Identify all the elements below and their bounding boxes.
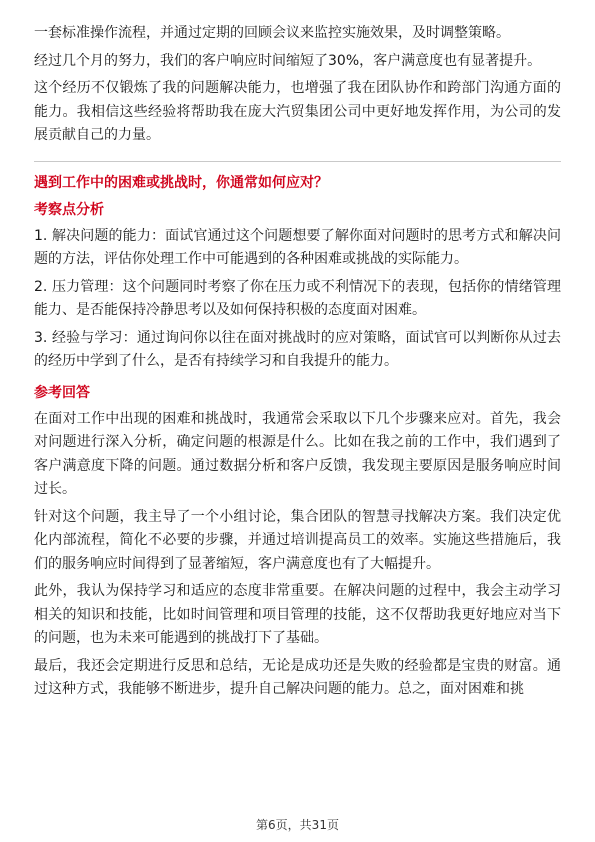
analysis-item-3: 3. 经验与学习：通过询问你以往在面对挑战时的应对策略，面试官可以判断你从过去的经历中学到了什么，是否有持续学习和自我提升的能力。	[34, 329, 561, 369]
analysis-heading: 考察点分析	[34, 201, 104, 218]
answer-heading: 参考回答	[34, 384, 90, 401]
intro-paragraph-3: 这个经历不仅锻炼了我的问题解决能力，也增强了我在团队协作和跨部门沟通方面的能力。我相信这些经验将帮助我在庞大汽贸集团公司中更好地发挥作用，为公司的发展贡献自己的力量。	[34, 80, 561, 143]
section-divider	[34, 161, 561, 162]
intro-paragraph-2: 经过几个月的努力，我们的客户响应时间缩短了30%，客户满意度也有显著提升。	[34, 52, 542, 69]
document-page	[34, 22, 561, 706]
question-title: 遇到工作中的困难或挑战时，你通常如何应对？	[34, 174, 328, 191]
answer-paragraph-4: 最后，我还会定期进行反思和总结，无论是成功还是失败的经验都是宝贵的财富。通过这种方式，我能够不断进步，提升自己解决问题的能力。总之，面对困难和挑	[34, 657, 561, 697]
intro-paragraph-1: 一套标准操作流程，并通过定期的回顾会议来监控实施效果，及时调整策略。	[34, 25, 510, 41]
answer-paragraph-2: 针对这个问题，我主导了一个小组讨论，集合团队的智慧寻找解决方案。我们决定优化内部流程，简化不必要的步骤，并通过培训提高员工的效率。实施这些措施后，我们的服务响应时间得到了显著缩短，客户满意度也有了大幅提升。	[34, 508, 561, 572]
analysis-item-2: 2. 压力管理：这个问题同时考察了你在压力或不利情况下的表现，包括你的情绪管理能力、是否能保持冷静思考以及如何保持积极的态度面对困难。	[34, 278, 561, 318]
answer-paragraph-3: 此外，我认为保持学习和适应的态度非常重要。在解决问题的过程中，我会主动学习相关的知识和技能，比如时间管理和项目管理的技能，这不仅帮助我更好地应对当下的问题，也为未来可能遇到的挑战打下了基础。	[34, 583, 561, 646]
page-number-footer: 第6页，共31页	[256, 818, 339, 832]
answer-paragraph-1: 在面对工作中出现的困难和挑战时，我通常会采取以下几个步骤来应对。首先，我会对问题进行深入分析，确定问题的根源是什么。比如在我之前的工作中，我们遇到了客户满意度下降的问题。通过数据分析和客户反馈，我发现主要原因是服务响应时间过长。	[34, 410, 561, 497]
analysis-item-1: 1. 解决问题的能力：面试官通过这个问题想要了解你面对问题时的思考方式和解决问题的方法，评估你处理工作中可能遇到的各种困难或挑战的实际能力。	[34, 227, 561, 267]
